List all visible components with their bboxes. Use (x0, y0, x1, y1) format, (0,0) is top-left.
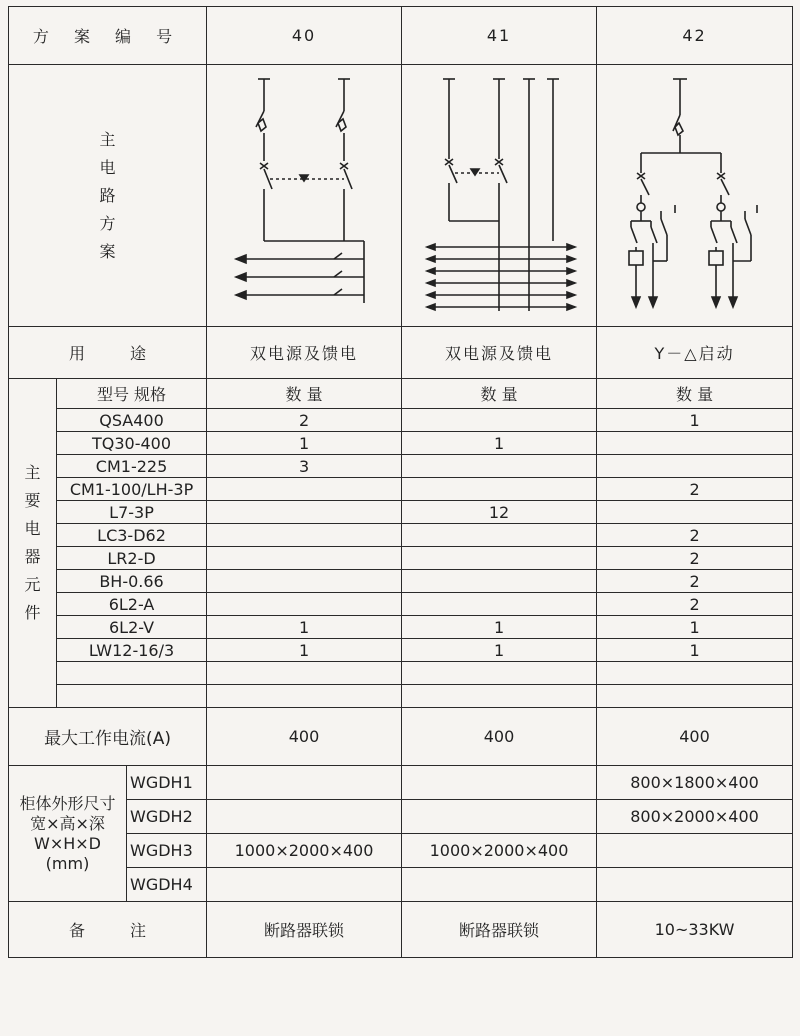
qty-cell (207, 478, 402, 501)
main-circuit-row (9, 65, 793, 327)
dual-source-feeder-diagram-41 (409, 71, 589, 321)
remark-42: 10~33KW (597, 902, 793, 958)
component-header-row (9, 379, 793, 409)
qty-cell (402, 478, 597, 501)
component-model: LC3-D62 (57, 524, 207, 547)
qty-cell (402, 524, 597, 547)
table-row (9, 455, 793, 478)
dimension-cell (402, 868, 597, 902)
qty-cell (402, 570, 597, 593)
table-row (9, 593, 793, 616)
qty-cell: 1 (597, 639, 793, 662)
cabinet-row (9, 868, 793, 902)
qty-cell (207, 501, 402, 524)
remark-40: 断路器联锁 (207, 902, 402, 958)
qty-cell: 1 (402, 639, 597, 662)
scheme-number-label: 方 案 编 号 (9, 7, 207, 65)
component-model: LW12-16/3 (57, 639, 207, 662)
usage-42: Y－△启动 (597, 327, 793, 379)
qty-header-42: 数 量 (597, 379, 793, 409)
dimension-cell: 1000×2000×400 (402, 834, 597, 868)
qty-header-41: 数 量 (402, 379, 597, 409)
dimension-cell: 800×2000×400 (597, 800, 793, 834)
remarks-label: 备 注 (9, 902, 207, 958)
qty-cell: 1 (207, 639, 402, 662)
main-components-label: 主 要 电 器 元 件 (9, 379, 57, 708)
component-model: LR2-D (57, 547, 207, 570)
dimension-cell (597, 868, 793, 902)
qty-cell: 12 (402, 501, 597, 524)
qty-cell (402, 593, 597, 616)
component-model: CM1-225 (57, 455, 207, 478)
table-row (9, 409, 793, 432)
qty-cell (402, 455, 597, 478)
table-row (9, 616, 793, 639)
scheme-number-41: 41 (402, 7, 597, 65)
table-row (9, 432, 793, 455)
qty-cell: 1 (597, 616, 793, 639)
cabinet-row (9, 834, 793, 868)
qty-cell (597, 432, 793, 455)
star-delta-start-diagram-42 (605, 71, 785, 321)
qty-cell: 1 (207, 432, 402, 455)
cabinet-row (9, 766, 793, 800)
qty-cell (207, 685, 402, 708)
qty-cell (402, 547, 597, 570)
component-model: TQ30-400 (57, 432, 207, 455)
usage-label: 用 途 (9, 327, 207, 379)
qty-cell (207, 593, 402, 616)
scheme-table (8, 6, 793, 958)
component-model: BH-0.66 (57, 570, 207, 593)
component-model (57, 662, 207, 685)
dual-source-feeder-diagram-40 (214, 71, 394, 321)
qty-cell (597, 501, 793, 524)
model-spec-header: 型号 规格 (57, 379, 207, 409)
cabinet-model: WGDH4 (127, 868, 207, 902)
qty-cell (207, 662, 402, 685)
qty-cell: 2 (597, 478, 793, 501)
table-row (9, 547, 793, 570)
max-current-41: 400 (402, 708, 597, 766)
component-model (57, 685, 207, 708)
qty-cell: 2 (597, 570, 793, 593)
cabinet-dimension-label: 柜体外形尺寸 宽×高×深 W×H×D (mm) (9, 766, 127, 902)
qty-cell (402, 662, 597, 685)
table-row (9, 662, 793, 685)
qty-cell (597, 685, 793, 708)
component-model: QSA400 (57, 409, 207, 432)
dimension-cell: 1000×2000×400 (207, 834, 402, 868)
dimension-cell (597, 834, 793, 868)
component-model: 6L2-V (57, 616, 207, 639)
cabinet-model: WGDH2 (127, 800, 207, 834)
max-current-40: 400 (207, 708, 402, 766)
dimension-cell (207, 800, 402, 834)
qty-cell (402, 685, 597, 708)
dimension-cell (207, 766, 402, 800)
component-model: L7-3P (57, 501, 207, 524)
remark-41: 断路器联锁 (402, 902, 597, 958)
component-model: CM1-100/LH-3P (57, 478, 207, 501)
scheme-number-40: 40 (207, 7, 402, 65)
max-current-42: 400 (597, 708, 793, 766)
qty-cell (207, 524, 402, 547)
table-row (9, 478, 793, 501)
max-current-row (9, 708, 793, 766)
table-row (9, 639, 793, 662)
circuit-diagram-40 (207, 65, 402, 327)
circuit-diagram-42 (597, 65, 793, 327)
dimension-cell (207, 868, 402, 902)
component-model: 6L2-A (57, 593, 207, 616)
table-row (9, 570, 793, 593)
qty-cell (597, 455, 793, 478)
qty-cell (207, 570, 402, 593)
cabinet-row (9, 800, 793, 834)
usage-40: 双电源及馈电 (207, 327, 402, 379)
cabinet-model: WGDH1 (127, 766, 207, 800)
scheme-number-42: 42 (597, 7, 793, 65)
usage-row (9, 327, 793, 379)
max-current-label: 最大工作电流(A) (9, 708, 207, 766)
qty-header-40: 数 量 (207, 379, 402, 409)
cabinet-model: WGDH3 (127, 834, 207, 868)
circuit-diagram-41 (402, 65, 597, 327)
qty-cell: 1 (402, 616, 597, 639)
dimension-cell: 800×1800×400 (597, 766, 793, 800)
table-row (9, 685, 793, 708)
dimension-cell (402, 766, 597, 800)
remarks-row (9, 902, 793, 958)
table-row (9, 524, 793, 547)
qty-cell: 2 (597, 547, 793, 570)
qty-cell: 3 (207, 455, 402, 478)
main-circuit-label: 主 电 路 方 案 (9, 65, 207, 327)
qty-cell: 1 (207, 616, 402, 639)
dimension-cell (402, 800, 597, 834)
qty-cell: 2 (207, 409, 402, 432)
qty-cell: 2 (597, 524, 793, 547)
qty-cell: 1 (597, 409, 793, 432)
qty-cell (402, 409, 597, 432)
table-row (9, 501, 793, 524)
qty-cell: 1 (402, 432, 597, 455)
qty-cell (207, 547, 402, 570)
qty-cell: 2 (597, 593, 793, 616)
qty-cell (597, 662, 793, 685)
header-row (9, 7, 793, 65)
usage-41: 双电源及馈电 (402, 327, 597, 379)
